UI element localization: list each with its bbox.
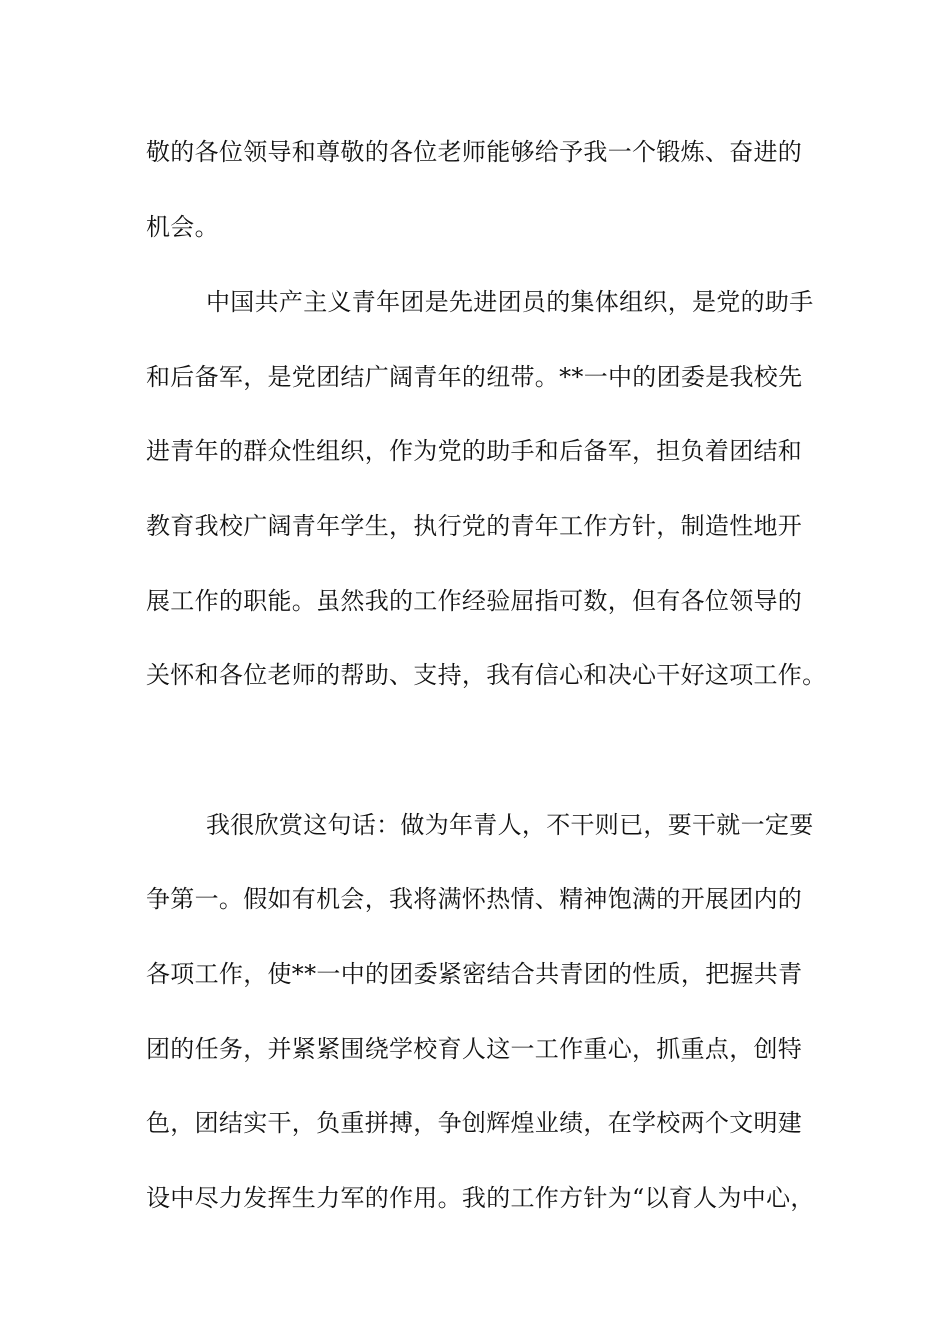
text-line: 色，团结实干，负重拼搏，争创辉煌业绩，在学校两个文明建 (146, 1109, 803, 1137)
text-line: 各项工作，使**一中的团委紧密结合共青团的性质，把握共青 (146, 960, 803, 988)
text-line: 教育我校广阔青年学生，执行党的青年工作方针，制造性地开 (146, 512, 803, 540)
text-line: 敬的各位领导和尊敬的各位老师能够给予我一个锻炼、奋进的 (146, 138, 803, 166)
paragraph-first-line: 中国共产主义青年团是先进团员的集体组织，是党的助手 (206, 288, 814, 316)
text-line: 进青年的群众性组织，作为党的助手和后备军，担负着团结和 (146, 437, 803, 465)
text-line: 机会。 (146, 213, 219, 241)
text-line: 和后备军，是党团结广阔青年的纽带。**一中的团委是我校先 (146, 363, 803, 391)
text-line: 展工作的职能。虽然我的工作经验屈指可数，但有各位领导的 (146, 587, 803, 615)
text-line: 团的任务，并紧紧围绕学校育人这一工作重心，抓重点，创特 (146, 1035, 803, 1063)
text-line: 设中尽力发挥生力军的作用。我的工作方针为“以育人为中心， (146, 1184, 815, 1212)
text-line: 争第一。假如有机会，我将满怀热情、精神饱满的开展团内的 (146, 885, 803, 913)
text-line: 关怀和各位老师的帮助、支持，我有信心和决心干好这项工作。 (146, 661, 827, 689)
paragraph-first-line: 我很欣赏这句话：做为年青人，不干则已，要干就一定要 (206, 811, 814, 839)
